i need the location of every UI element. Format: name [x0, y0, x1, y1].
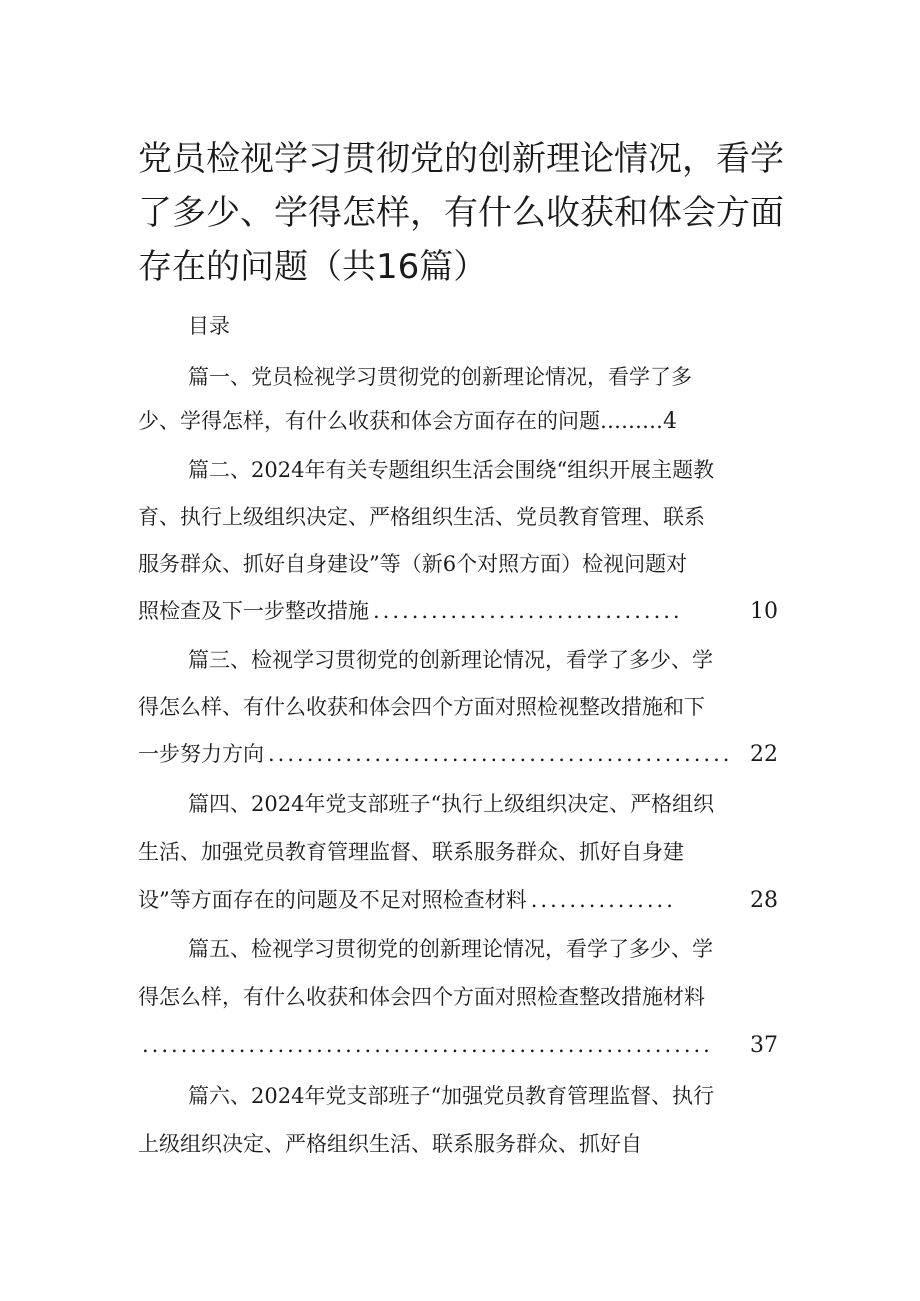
toc-entry-page: 28 — [750, 888, 778, 913]
toc-entry-dots: ................................ — [373, 599, 683, 623]
toc-entry-last-line — [138, 588, 778, 634]
toc-entry-text: 照检查及下一步整改措施 — [138, 599, 369, 623]
toc-entry-text: 设”等方面存在的问题及不足对照检查材料 — [138, 888, 527, 912]
document-title — [138, 132, 788, 294]
toc-heading: 目录 — [188, 314, 230, 338]
toc-entry-line: 篇三、检视学习贯彻党的创新理论情况，看学了多少、学 — [188, 648, 713, 672]
toc-entry-line: 生活、加强党员教育管理监督、联系服务群众、抓好自身建 — [138, 840, 684, 864]
toc-entry-text: 少、学得怎样，有什么收获和体会方面存在的问题 — [138, 409, 600, 433]
toc-entry-line: 服务群众、抓好自身建设”等（新6个对照方面）检视问题对 — [138, 552, 688, 576]
toc-entry-page: 4 — [663, 409, 677, 434]
toc-entry-dots: ……… — [600, 409, 663, 433]
toc-entry-last-line — [138, 1022, 778, 1068]
toc-entry-dots: ........................................................... — [142, 1033, 713, 1057]
toc-entry-line: 上级组织决定、严格组织生活、联系服务群众、抓好自 — [138, 1132, 642, 1156]
title-line: 了多少、学得怎样，有什么收获和体会方面 — [138, 193, 784, 233]
toc-entry-last-line — [138, 398, 677, 444]
toc-entry-line: 篇二、2024年有关专题组织生活会围绕“组织开展主题教 — [188, 458, 715, 482]
toc-entry-line: 育、执行上级组织决定、严格组织生活、党员教育管理、联系 — [138, 505, 705, 529]
toc-entry-last-line — [138, 731, 778, 777]
toc-entry-dots: ............... — [530, 888, 676, 912]
toc-entry-page: 22 — [750, 742, 778, 767]
toc-entry-line: 篇一、党员检视学习贯彻党的创新理论情况，看学了多 — [188, 365, 692, 389]
toc-entry-page: 10 — [750, 599, 778, 624]
title-line: 存在的问题（共16篇） — [138, 247, 488, 287]
toc-entry-text: 一步努力方向 — [138, 742, 264, 766]
toc-entry-line: 篇四、2024年党支部班子“执行上级组织决定、严格组织 — [188, 792, 715, 816]
toc-entry-line: 篇六、2024年党支部班子“加强党员教育管理监督、执行 — [188, 1084, 715, 1108]
toc-entry-line: 得怎么样，有什么收获和体会四个方面对照检查整改措施材料 — [138, 985, 705, 1009]
title-line: 党员检视学习贯彻党的创新理论情况，看学 — [138, 139, 784, 179]
toc-entry-dots: ................................................ — [268, 742, 733, 766]
toc-entry-last-line — [138, 877, 778, 923]
toc-entry-line: 得怎么样、有什么收获和体会四个方面对照检视整改措施和下 — [138, 695, 705, 719]
toc-entry-line: 篇五、检视学习贯彻党的创新理论情况，看学了多少、学 — [188, 937, 713, 961]
toc-entry-page: 37 — [750, 1033, 778, 1058]
